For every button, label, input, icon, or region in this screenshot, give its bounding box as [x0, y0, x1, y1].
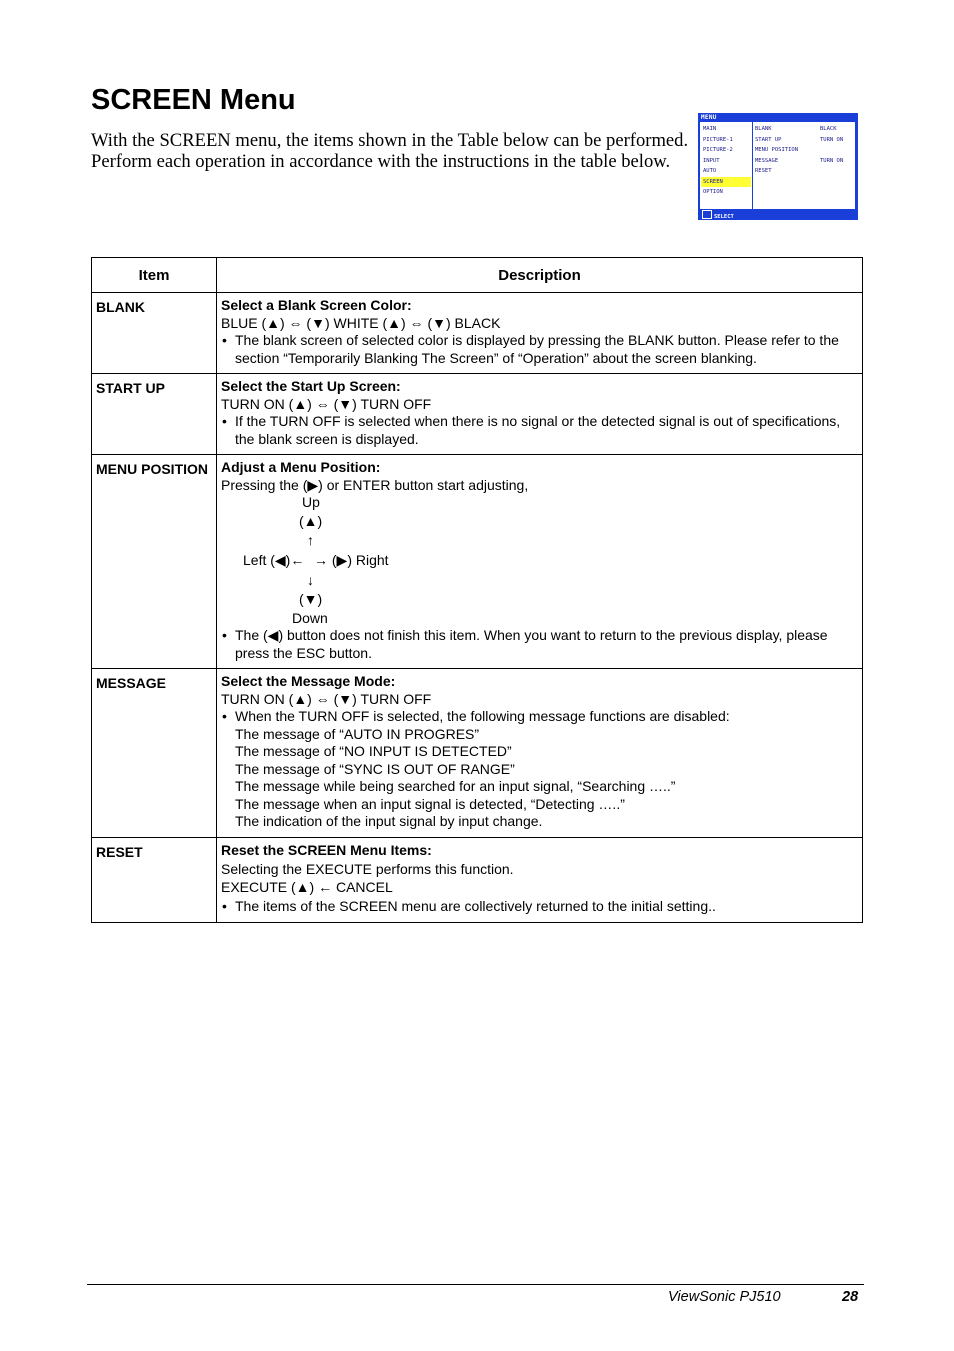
diagram-left-label: Left (◀)←	[243, 552, 305, 568]
item-description	[217, 374, 863, 455]
osd-row-value: TURN ON	[820, 157, 844, 164]
description-bullet: • If the TURN OFF is selected when there is no signal or the detected signal is out of specifications, the blank screen is displayed.	[221, 413, 858, 448]
item-name: BLANK	[92, 293, 217, 374]
description-line: BLUE (▲) ⇔ (▼) WHITE (▲) ⇔ (▼) BLACK	[221, 314, 501, 331]
osd-row-label: RESET	[755, 168, 772, 174]
footer-rule	[87, 1284, 864, 1285]
osd-row-label: MENU POSITION	[755, 147, 799, 153]
description-heading: Adjust a Menu Position:	[221, 459, 381, 475]
message-subline: The message when an input signal is detected, “Detecting …..”	[235, 795, 625, 812]
osd-menu-item: AUTO	[703, 168, 717, 174]
osd-panel	[700, 122, 855, 209]
table-row-blank	[92, 293, 863, 374]
description-bullet: • The (◀) button does not finish this item. When you want to return to the previous display, please press the ESC button.	[221, 627, 858, 662]
description-line: TURN ON (▲) ⇔ (▼) TURN OFF	[221, 395, 432, 412]
osd-menu-list	[701, 124, 751, 198]
description-heading: Select the Message Mode:	[221, 673, 396, 689]
description-bullet: • When the TURN OFF is selected, the following message functions are disabled:	[221, 708, 858, 726]
diagram-down-label: Down	[292, 610, 328, 626]
description-line: TURN ON (▲) ⇔ (▼) TURN OFF	[221, 690, 432, 707]
osd-divider	[752, 122, 753, 209]
header-description: Description	[217, 258, 863, 293]
table-row-message	[92, 669, 863, 838]
osd-footer-label: SELECT	[714, 214, 734, 220]
table-header-row	[92, 258, 863, 293]
message-subline: The message of “AUTO IN PROGRES”	[235, 725, 480, 742]
osd-row-label: START UP	[755, 136, 782, 143]
message-subline: The message while being searched for an input signal, “Searching …..”	[235, 778, 676, 794]
message-subline: The message of “SYNC IS OUT OF RANGE”	[235, 760, 515, 777]
osd-row	[755, 145, 853, 156]
diagram-up-label: Up	[302, 494, 320, 510]
osd-menu-screenshot	[698, 113, 858, 220]
osd-row-value: BLACK	[820, 126, 837, 132]
item-description	[217, 837, 863, 922]
osd-title: MENU	[701, 114, 717, 121]
footer-brand: ViewSonic PJ510	[668, 1289, 781, 1305]
osd-row	[755, 135, 853, 146]
page-number: 28	[842, 1289, 859, 1305]
item-description	[217, 669, 863, 838]
message-subline: The message of “NO INPUT IS DETECTED”	[235, 743, 512, 759]
osd-menu-item-selected: SCREEN	[701, 177, 751, 188]
item-name: START UP	[92, 374, 217, 455]
item-name: RESET	[92, 837, 217, 922]
osd-row	[755, 156, 853, 167]
item-name: MESSAGE	[92, 669, 217, 838]
osd-menu-item: MAIN	[703, 126, 717, 132]
osd-row-label: BLANK	[755, 126, 772, 132]
description-line: EXECUTE (▲) ← CANCEL	[221, 878, 393, 895]
screen-menu-table	[91, 257, 863, 923]
arrow-up-icon: ↑	[307, 532, 314, 548]
osd-row-label: MESSAGE	[755, 157, 779, 164]
page-title: SCREEN Menu	[91, 84, 296, 116]
osd-menu-item: OPTION	[703, 189, 723, 195]
description-heading: Select a Blank Screen Color:	[221, 297, 412, 313]
item-name: MENU POSITION	[92, 455, 217, 669]
table-row-reset	[92, 837, 863, 922]
diagram-right-label: → (▶) Right	[314, 552, 389, 568]
direction-diagram	[221, 494, 858, 649]
osd-footer	[702, 210, 734, 220]
description-bullet: • The blank screen of selected color is displayed by pressing the BLANK button. Please refer to the section “Temporarily Blanking The Screen” of “Operation” about the screen blanking.	[221, 332, 858, 367]
osd-menu-item: INPUT	[703, 157, 720, 164]
description-line: Selecting the EXECUTE performs this function.	[221, 861, 514, 877]
message-subline: The indication of the input signal by input change.	[235, 813, 543, 829]
arrow-down-icon: ↓	[307, 572, 314, 588]
table-row-menu-position	[92, 455, 863, 669]
diagram-up-key: (▲)	[299, 513, 323, 529]
item-description	[217, 455, 863, 669]
osd-submenu	[755, 124, 853, 177]
description-heading: Select the Start Up Screen:	[221, 378, 401, 394]
intro-paragraph: With the SCREEN menu, the items shown in the Table below can be performed. Perform each operation in accordance with the instructions in the table below.	[91, 130, 689, 172]
description-line: Pressing the (▶) or ENTER button start adjusting,	[221, 476, 529, 493]
diagram-down-key: (▼)	[299, 591, 323, 607]
osd-menu-item: PICTURE-1	[703, 136, 733, 143]
osd-row	[755, 166, 853, 177]
osd-menu-item: PICTURE-2	[703, 147, 733, 153]
select-icon	[702, 210, 712, 219]
header-item: Item	[92, 258, 217, 293]
description-bullet: • The items of the SCREEN menu are collectively returned to the initial setting..	[221, 898, 858, 916]
osd-row	[755, 124, 853, 135]
item-description	[217, 293, 863, 374]
osd-row-value: TURN ON	[820, 136, 844, 143]
table-row-start-up	[92, 374, 863, 455]
description-heading: Reset the SCREEN Menu Items:	[221, 841, 432, 858]
